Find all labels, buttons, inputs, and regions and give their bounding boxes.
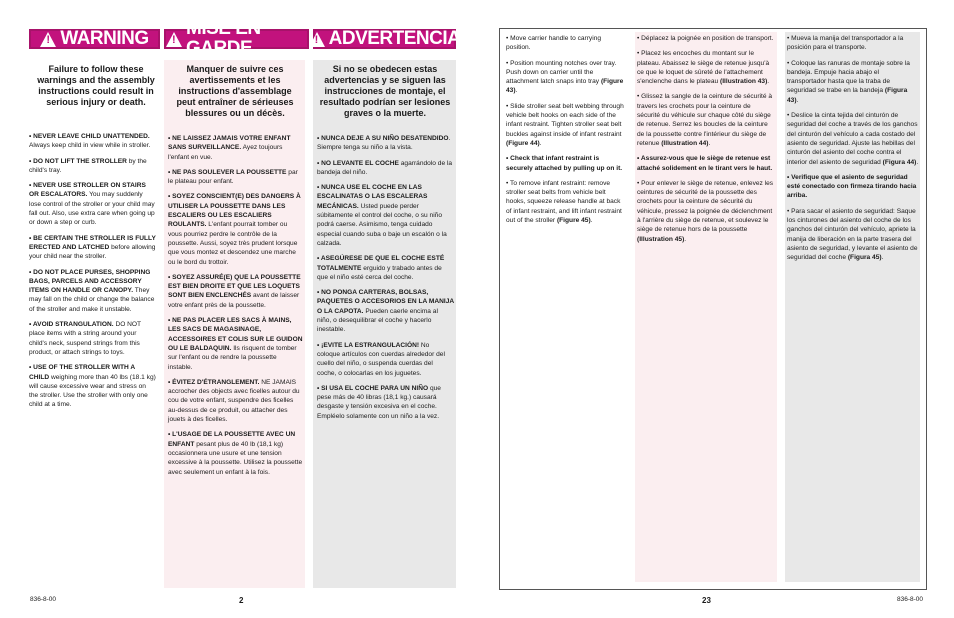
intro-es: Si no se obedecen estas advertencias y se siguen las instrucciones de montaje, el resultado podrían ser lesiones graves o la muerte.: [319, 64, 451, 118]
list-item: • Para sacar el asiento de seguridad: Saque los cinturones del asiento del coche de los ganchos del cinturón del vehículo, apriete la manija de liberación en la parte trasera del asiento de seguridad, y levante el asiento de seguridad del coche (Figura 45).: [787, 207, 918, 262]
page-number-left: 2: [239, 596, 244, 605]
list-item: • SOYEZ CONSCIENT(E) DES DANGERS À UTILISER LA POUSSETTE DANS LES ESCALIERS OU LES ESCALIERS ROULANTS. L'enfant pourrait tomber ou vous pourriez perdre le contrôle de la poussette. Aussi, soyez très prudent lorsque que vous montez et descendez une marche ou le bord du trottoir.: [168, 193, 301, 266]
list-item: • Check that infant restraint is securely attached by pulling up on it.: [506, 155, 623, 172]
list-item: • NUNCA USE EL COCHE EN LAS ESCALINATAS O LAS ESCALERAS MECÁNICAS. Usted puede perder súbitamente el control del coche, o su niño podrá caerse. Asimismo, tenga cuidado especial cuando suba o baje un escalón o la calzada.: [317, 184, 447, 247]
list-item: • NEVER LEAVE CHILD UNATTENDED. Always keep child in view while in stroller.: [29, 133, 151, 150]
list-item: • DO NOT PLACE PURSES, SHOPPING BAGS, PARCELS AND ACCESSORY ITEMS ON HANDLE OR CANOPY. They may fall on the child or change the balance of the stroller and make it unstable.: [29, 268, 155, 313]
list-item: • To remove infant restraint: remove stroller seat belts from vehicle belt hooks, squeeze release handle at back of infant restraint, and lift infant restraint out of the stroller (Figure 45).: [506, 179, 622, 225]
page-number-right: 23: [702, 596, 711, 605]
intro-en: Failure to follow these warnings and the assembly instructions could result in serious injury or death.: [37, 64, 155, 107]
warning-header-en: [29, 29, 160, 49]
list-item: • SI USA EL COCHE PARA UN NIÑO que pese más de 40 libras (18,1 kg.) causará desgaste y tensión excesiva en el coche. Empléelo solamente con un niño a la vez.: [317, 384, 441, 420]
list-item: • Deslice la cinta tejida del cinturón de seguridad del coche a través de los ganchos del cinturón del vehículo a cada costado del asiento de seguridad. Ajuste las hebillas del cinturón del asiento del coche contra el interior del asiento de seguridad (Figura 44).: [787, 112, 919, 166]
instruction-list-es: [787, 34, 919, 269]
list-item: • NUNCA DEJE A SU NIÑO DESATENDIDO. Siempre tenga su niño a la vista.: [317, 135, 451, 152]
warning-label-fr: MISE EN GARDE: [186, 18, 261, 59]
list-item: • Glissez la sangle de la ceinture de sécurité à travers les crochets pour la ceinture de sécurité du véhicule sur chaque côté du siège de retenue. Serrez les boucles de la ceinture de la poussette contre l'intérieur du siège de retenue (Illustration 44).: [637, 93, 772, 147]
warning-list-en: [29, 132, 156, 416]
warning-list-es: [317, 134, 454, 427]
list-item: • AVOID STRANGULATION. DO NOT place items with a string around your child's neck, suspend strings from this product, or attach strings to toys.: [29, 321, 141, 356]
instruction-list-en: [506, 34, 626, 231]
warning-label-en: WARNING: [60, 28, 149, 49]
list-item: • L'USAGE DE LA POUSSETTE AVEC UN ENFANT pesant plus de 40 lb (18,1 kg) occasionnera une usure et une tension excessive à la poussette. Utilisez la poussette avec seulement un enfant à la fois.: [168, 431, 303, 476]
list-item: • BE CERTAIN THE STROLLER IS FULLY ERECTED AND LATCHED before allowing your child near the stroller.: [29, 234, 156, 261]
list-item: • NO PONGA CARTERAS, BOLSAS, PAQUETES O ACCESORIOS EN LA MANIJA O LA CAPOTA. Pueden caerle encima al niño, o desequilibrar el coche y hacerlo inestable.: [317, 289, 454, 334]
instruction-list-fr: [637, 34, 775, 250]
list-item: • Coloque las ranuras de montaje sobre la bandeja. Empuje hacia abajo el transportador hasta que la traba de seguridad se trabe en la bandeja (Figura 43).: [787, 59, 910, 104]
list-item: • ASEGÚRESE DE QUE EL COCHE ESTÉ TOTALMENTE erguido y trabado antes de que el niño esté cerca del coche.: [317, 255, 445, 281]
list-item: • Pour enlever le siège de retenue, enlevez les ceintures de sécurité de la poussette des crochets pour la ceinture de sécurité du véhicule, pressez la poignée de déclenchment à l'arrière du siège de retenue, et soulevez le siège de retenue hors de la poussette (Illustration 45).: [637, 179, 774, 243]
list-item: • Move carrier handle to carrying position.: [506, 35, 602, 52]
list-item: • Déplacez la poignée en position de transport.: [637, 35, 774, 42]
list-item: • Position mounting notches over tray. Push down on carrier until the attachment latch snaps into tray (Figure 43).: [506, 59, 624, 95]
warning-label-es: ADVERTENCIA: [328, 28, 461, 49]
list-item: • USE OF THE STROLLER WITH A CHILD weighing more than 40 lbs (18.1 kg) will cause excessive wear and stress on the stroller. Use the stroller with only one child at a time.: [29, 364, 156, 409]
list-item: • NO LEVANTE EL COCHE agarrándolo de la bandeja del niño.: [317, 159, 453, 176]
list-item: • NEVER USE STROLLER ON STAIRS OR ESCALATORS. You may suddenly lose control of the stroller or your child may fall out. Also, use extra care when going up or down a step or curb.: [29, 182, 155, 227]
list-item: • NE PAS SOULEVER LA POUSSETTE par le plateau pour enfant.: [168, 168, 298, 186]
list-item: • Slide stroller seat belt webbing through vehicle belt hooks on each side of the infant restraint. Tighten stroller seat belt buckles against inside of infant restraint (Figure 44).: [506, 102, 624, 147]
warning-triangle-icon: [309, 32, 325, 47]
warning-triangle-icon: [166, 32, 182, 47]
list-item: • NE LAISSEZ JAMAIS VOTRE ENFANT SANS SURVEILLANCE. Ayez toujours l'enfant en vue.: [168, 135, 291, 161]
list-item: • NE PAS PLACER LES SACS À MAINS, LES SACS DE MAGASINAGE, ACCESSOIRES ET COLIS SUR LE GUIDON OU LE BALDAQUIN. Ils risquent de tomber sur l'enfant ou de rendre la poussette instable.: [168, 317, 303, 371]
list-item: • SOYEZ ASSURÉ(E) QUE LA POUSSETTE EST BIEN DROITE ET QUE LES LOQUETS SONT BIEN ENCLENCHÉS avant de laisser votre enfant près de la poussette.: [168, 273, 301, 309]
footer-code-left: 836-8-00: [30, 596, 57, 603]
list-item: • Mueva la manija del transportador a la posición para el transporte.: [787, 35, 904, 52]
warning-header-fr: [164, 18, 309, 59]
list-item: • Assurez-vous que le siège de retenue est attaché solidement en le tirant vers le haut.: [637, 155, 773, 172]
warning-header-es: [313, 28, 461, 49]
list-item: • DO NOT LIFT THE STROLLER by the child's tray.: [29, 157, 147, 174]
footer-code-right: 836-8-00: [897, 596, 924, 603]
list-item: • ¡EVITE LA ESTRANGULACIÓN! No coloque artículos con cuerdas alrededor del cuello del niño, o suspenda cuerdas del coche, o colocarlas en los juguetes.: [317, 341, 445, 377]
list-item: • Placez les encoches du montant sur le plateau. Abaissez le siège de retenue jusqu'à ce que le loquet de sûreté de l'attachement s'enclenche dans le plateau (Illustration 43).: [637, 50, 770, 86]
intro-fr: Manquer de suivre ces avertissements et les instructions d'assemblage peut entraîner de sérieuses blessures ou un décès.: [176, 64, 294, 118]
warning-triangle-icon: [40, 32, 56, 47]
warning-list-fr: [168, 134, 303, 483]
list-item: • Verifique que el asiento de seguridad esté conectado con firmeza tirando hacia arriba.: [787, 173, 917, 200]
list-item: • ÉVITEZ D'ÉTRANGLEMENT. NE JAMAIS accrocher des objects avec ficelles autour du cou de votre enfant, suspendre des ficelles au-dessus de ce produit, ou attacher des jouets à des ficelles.: [168, 378, 300, 424]
